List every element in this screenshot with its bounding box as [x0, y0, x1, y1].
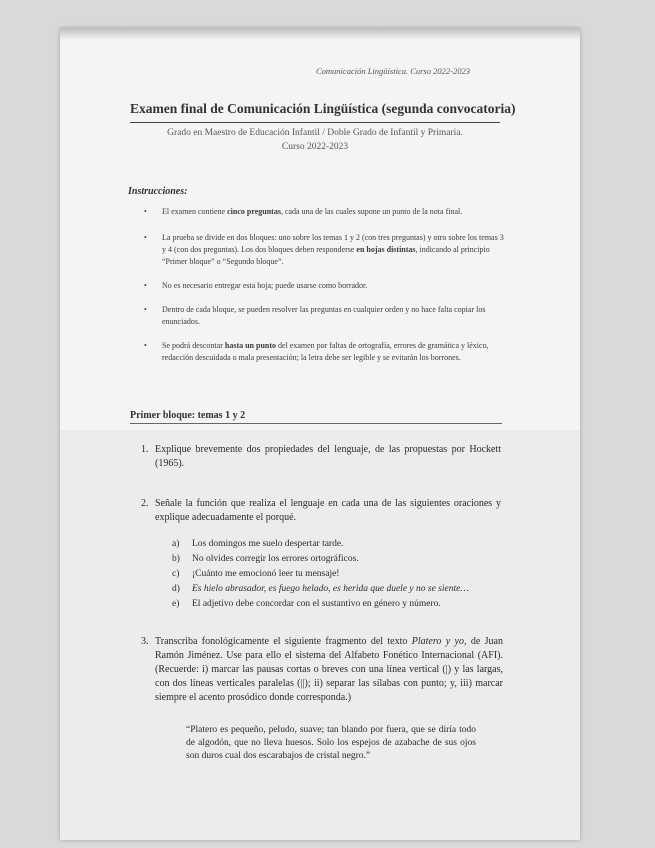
block-heading: Primer bloque: temas 1 y 2: [130, 410, 246, 421]
list-item: • El examen contiene cinco preguntas, cada una de las cuales supone un punto de la nota final.: [144, 207, 463, 216]
block-divider: [130, 423, 502, 424]
bullet-icon: •: [144, 341, 147, 350]
subtitle-degree: Grado en Maestro de Educación Infantil / Doble Grado de Infantil y Primaria.: [167, 128, 463, 138]
question-text: Señale la función que realiza el lenguaje en cada una de las siguientes oraciones y explique adecuadamente el porqué.: [155, 498, 501, 523]
question-text: Explique brevemente dos propiedades del lenguaje, de las propuestas por Hockett (1965).: [155, 444, 501, 469]
list-item: c) ¡Cuánto me emocionó leer tu mensaje!: [172, 569, 340, 579]
list-item: e) El adjetivo debe concordar con el sustantivo en género y número.: [172, 599, 441, 609]
exam-subtitle: [130, 126, 500, 154]
bullet-icon: •: [144, 305, 147, 314]
question-2: [141, 497, 501, 525]
list-item: • Se podrá descontar hasta un punto del examen por faltas de ortografía, errores de gramática y léxico, redacción descuidada o mala presentación; la letra debe ser legible y se evitarán los borrones.: [144, 341, 489, 362]
question-text: Transcriba fonológicamente el siguiente fragmento del texto Platero y yo, de Juan Ramón Jiménez. Use para ello el sistema del Alfabeto Fonético Internacional (AFI). (Recuerde: i) marcar las pausas cortas o breves con una línea vertical (|) y las largas, con dos líneas verticales paralelas (||); ii) separar las sílabas con punto; y, iii) marcar siempre el acento prosódico donde corresponda.): [155, 636, 503, 703]
list-item: b) No olvides corregir los errores ortográficos.: [172, 554, 359, 564]
bullet-icon: •: [144, 281, 147, 290]
exam-title: Examen final de Comunicación Lingüística (segunda convocatoria): [130, 101, 516, 116]
title-divider: [130, 122, 500, 123]
header-note: Comunicación Lingüística. Curso 2022-2023: [316, 66, 470, 76]
instructions-heading: Instrucciones:: [128, 186, 188, 197]
bullet-icon: •: [144, 233, 147, 242]
list-item: • No es necesario entregar esta hoja; puede usarse como borrador.: [144, 281, 368, 290]
sentence-list: [172, 537, 492, 612]
question-3: [141, 635, 503, 705]
list-item: • Dentro de cada bloque, se pueden resolver las preguntas en cualquier orden y no hace falta copiar los enunciados.: [144, 305, 486, 326]
list-item: • La prueba se divide en dos bloques: uno sobre los temas 1 y 2 (con tres preguntas) y otro sobre los temas 3 y 4 (con dos preguntas). Los dos bloques deben responderse en hojas distintas, indicando al principio “Primer bloque” o “Segundo bloque”.: [144, 233, 504, 266]
bullet-icon: •: [144, 207, 147, 216]
scan-shadow: [60, 28, 580, 40]
instructions-list: [142, 206, 504, 364]
subtitle-year: Curso 2022-2023: [281, 142, 349, 152]
question-number: 2.: [141, 498, 149, 509]
list-item: d) Es hielo abrasador, es fuego helado, es herida que duele y no se siente…: [172, 584, 469, 594]
list-item: a) Los domingos me suelo despertar tarde.: [172, 539, 344, 549]
platero-quote: “Platero es pequeño, peludo, suave; tan blando por fuera, que se diría todo de algodón, que no lleva huesos. Solo los espejos de azabache de sus ojos son duros cual dos escarabajos de cristal negro.”: [186, 725, 476, 761]
question-number: 1.: [141, 444, 149, 455]
question-1: [141, 443, 501, 471]
question-number: 3.: [141, 636, 149, 647]
